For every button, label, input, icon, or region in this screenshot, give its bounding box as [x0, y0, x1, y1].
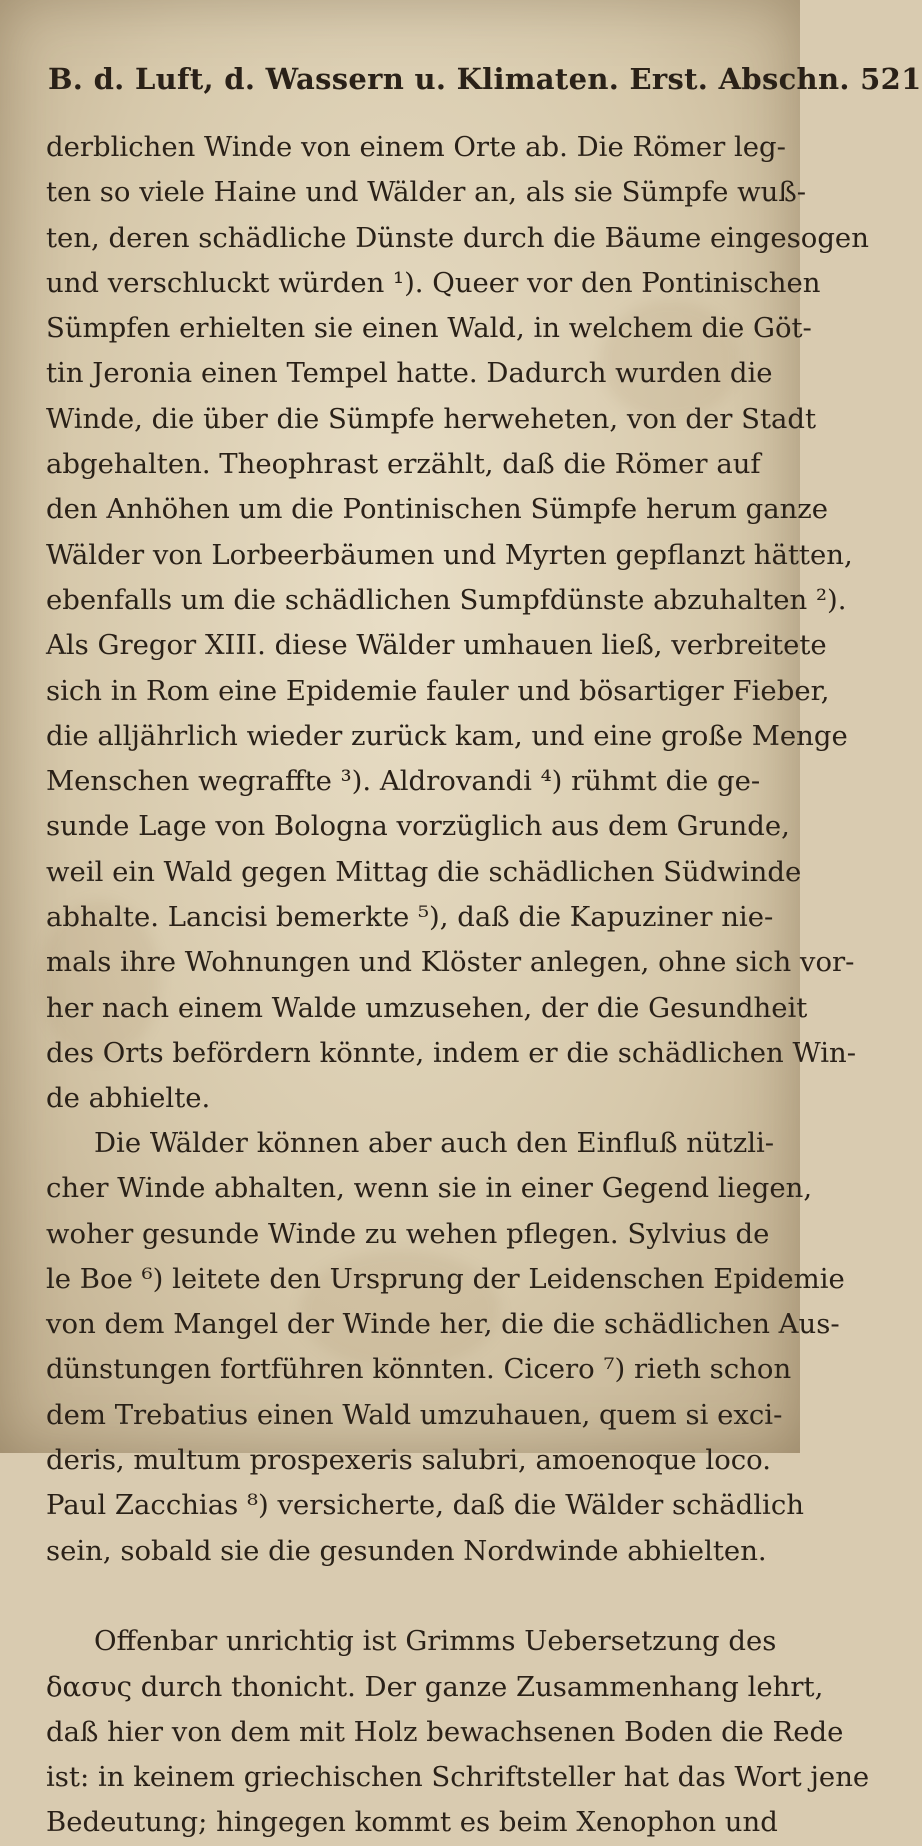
text-line: Als Gregor XIII. diese Wälder umhauen ließ, verbreitete	[46, 629, 827, 662]
text-line: mals ihre Wohnungen und Klöster anlegen, ohne sich vor-	[46, 946, 855, 979]
paragraph-2	[46, 1121, 845, 1574]
text-line: dem Trebatius einen Wald umzuhauen, quem si exci-	[46, 1398, 783, 1431]
text-line: von dem Mangel der Winde her, die die schädlichen Aus-	[46, 1308, 840, 1341]
text-line: den Anhöhen um die Pontinischen Sümpfe herum ganze	[46, 493, 829, 526]
text-line: weil ein Wald gegen Mittag die schädlichen Südwinde	[46, 855, 802, 888]
text-line: abhalte. Lancisi bemerkte ⁵), daß die Kapuziner nie-	[46, 901, 774, 934]
text-line: ten so viele Haine und Wälder an, als sie Sümpfe wuß-	[46, 176, 806, 209]
text-line: Paul Zacchias ⁸) versicherte, daß die Wälder schädlich	[46, 1489, 804, 1522]
text-line: her nach einem Walde umzusehen, der die Gesundheit	[46, 991, 808, 1024]
running-header: B. d. Luft, d. Wassern u. Klimaten. Erst. Abschn. 521	[48, 62, 922, 96]
text-line: Wälder von Lorbeerbäumen und Myrten gepflanzt hätten,	[46, 538, 853, 571]
text-line: sich in Rom eine Epidemie fauler und bösartiger Fieber,	[46, 674, 830, 707]
text-line: de abhielte.	[46, 1082, 211, 1115]
text-line: daß hier von dem mit Holz bewachsenen Boden die Rede	[46, 1715, 844, 1748]
text-line: le Boe ⁶) leitete den Ursprung der Leidenschen Epidemie	[46, 1262, 845, 1295]
text-line: cher Winde abhalten, wenn sie in einer Gegend liegen,	[46, 1172, 813, 1205]
text-line: derblichen Winde von einem Orte ab. Die Römer leg-	[46, 131, 786, 163]
text-line: δασυς durch thonicht. Der ganze Zusammenhang lehrt,	[46, 1670, 824, 1703]
text-line: des Orts befördern könnte, indem er die schädlichen Win-	[46, 1036, 857, 1069]
text-line: Sümpfen erhielten sie einen Wald, in welchem die Göt-	[46, 312, 812, 345]
text-line: ist: in keinem griechischen Schriftsteller hat das Wort jene	[46, 1761, 870, 1794]
text-line: die alljährlich wieder zurück kam, und eine große Menge	[46, 719, 848, 752]
text-line: tin Jeronia einen Tempel hatte. Dadurch wurden die	[46, 357, 773, 390]
text-line: ten, deren schädliche Dünste durch die Bäume eingesogen	[46, 221, 869, 254]
text-line: Winde, die über die Sümpfe herweheten, von der Stadt	[46, 402, 817, 435]
text-line: und verschluckt würden ¹). Queer vor den Pontinischen	[46, 266, 821, 299]
text-line: woher gesunde Winde zu wehen pflegen. Sylvius de	[46, 1217, 770, 1250]
text-line: Die Wälder können aber auch den Einfluß nützli-	[94, 1127, 775, 1159]
paragraph-1	[46, 125, 869, 1122]
text-line: Bedeutung; hingegen kommt es beim Xenophon und	[46, 1806, 778, 1839]
text-line: Offenbar unrichtig ist Grimms Uebersetzung des	[94, 1625, 777, 1658]
text-line: sein, sobald sie die gesunden Nordwinde abhielten.	[46, 1534, 767, 1567]
text-line: Menschen wegraffte ³). Aldrovandi ⁴) rühmt die ge-	[46, 765, 761, 798]
text-line: ebenfalls um die schädlichen Sumpfdünste abzuhalten ²).	[46, 583, 847, 616]
text-line: sunde Lage von Bologna vorzüglich aus dem Grunde,	[46, 810, 790, 843]
paragraph-3	[46, 1619, 870, 1845]
text-line: abgehalten. Theophrast erzählt, daß die Römer auf	[46, 448, 761, 481]
text-line: deris, multum prospexeris salubri, amoenoque loco.	[46, 1444, 771, 1477]
text-line: dünstungen fortführen könnten. Cicero ⁷) rieth schon	[46, 1353, 792, 1386]
